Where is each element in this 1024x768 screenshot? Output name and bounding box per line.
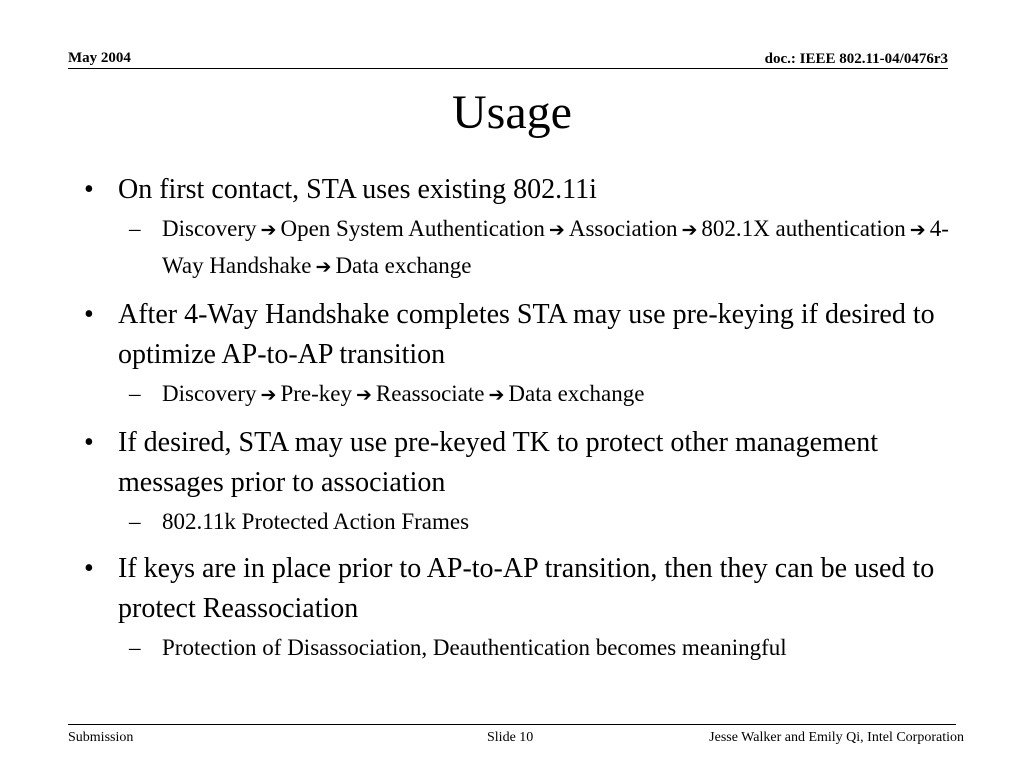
sub-bullet-text: Data exchange <box>508 381 645 406</box>
sub-bullet-text: 802.1X authentication <box>701 216 906 241</box>
header-date: May 2004 <box>68 50 131 66</box>
sub-bullet-item <box>84 376 984 413</box>
header-divider <box>68 68 948 69</box>
header-doc-label: doc.: <box>764 51 796 67</box>
footer-divider <box>68 724 956 725</box>
sub-bullet-text: 802.11k Protected Action Frames <box>162 509 470 534</box>
bullet-spacer <box>84 285 984 295</box>
bullet-item <box>84 423 984 503</box>
arrow-right-icon: ➔ <box>260 384 277 406</box>
bullet-text: On first contact, STA uses existing 802.11i <box>118 174 597 205</box>
sub-bullet-item <box>84 211 984 285</box>
arrow-right-icon: ➔ <box>681 219 698 241</box>
sub-bullet-text: Association <box>568 216 678 241</box>
bullet-text: If keys are in place prior to AP-to-AP transition, then they can be used to protect Reassociation <box>118 553 935 624</box>
sub-bullet-text: Open System Authentication <box>280 216 545 241</box>
arrow-right-icon: ➔ <box>260 219 277 241</box>
bullet-list <box>84 170 984 665</box>
sub-bullet-text: Data exchange <box>335 253 472 278</box>
sub-bullet-item <box>84 504 984 539</box>
bullet-spacer <box>84 539 984 549</box>
bullet-spacer <box>84 413 984 423</box>
sub-bullet-text: Protection of Disassociation, Deauthentication becomes meaningful <box>162 635 787 660</box>
sub-bullet-text: Reassociate <box>375 381 485 406</box>
sub-bullet-text: Pre-key <box>280 381 352 406</box>
bullet-text: If desired, STA may use pre-keyed TK to protect other management messages prior to association <box>118 427 878 498</box>
bullet-item <box>84 295 984 375</box>
sub-bullet-item <box>84 630 984 665</box>
bullet-marker: • <box>84 553 94 584</box>
footer-submission: Submission <box>68 730 134 745</box>
sub-bullet-text: Discovery <box>162 216 257 241</box>
slide-title: Usage <box>452 86 572 139</box>
bullet-marker: • <box>84 174 94 205</box>
bullet-marker: • <box>84 427 94 458</box>
footer-slide-number: Slide 10 <box>487 730 534 745</box>
footer-authors: Jesse Walker and Emily Qi, Intel Corporation <box>709 730 964 745</box>
sub-bullet-dash: – <box>129 216 141 241</box>
arrow-right-icon: ➔ <box>909 219 926 241</box>
sub-bullet-dash: – <box>129 381 141 406</box>
sub-bullet-dash: – <box>129 509 141 534</box>
arrow-right-icon: ➔ <box>488 384 505 406</box>
header-doc-id <box>765 51 948 68</box>
sub-bullet-text: Discovery <box>162 381 257 406</box>
arrow-right-icon: ➔ <box>548 219 565 241</box>
sub-bullet-text: 4-Way Handshake <box>162 216 949 278</box>
bullet-item <box>84 549 984 629</box>
bullet-item <box>84 170 984 210</box>
arrow-right-icon: ➔ <box>315 256 332 278</box>
header-doc-number: IEEE 802.11-04/0476r3 <box>799 51 948 67</box>
sub-bullet-dash: – <box>129 635 141 660</box>
arrow-right-icon: ➔ <box>355 384 372 406</box>
bullet-marker: • <box>84 299 94 330</box>
bullet-text: After 4-Way Handshake completes STA may use pre-keying if desired to optimize AP-to-AP transition <box>118 299 935 370</box>
